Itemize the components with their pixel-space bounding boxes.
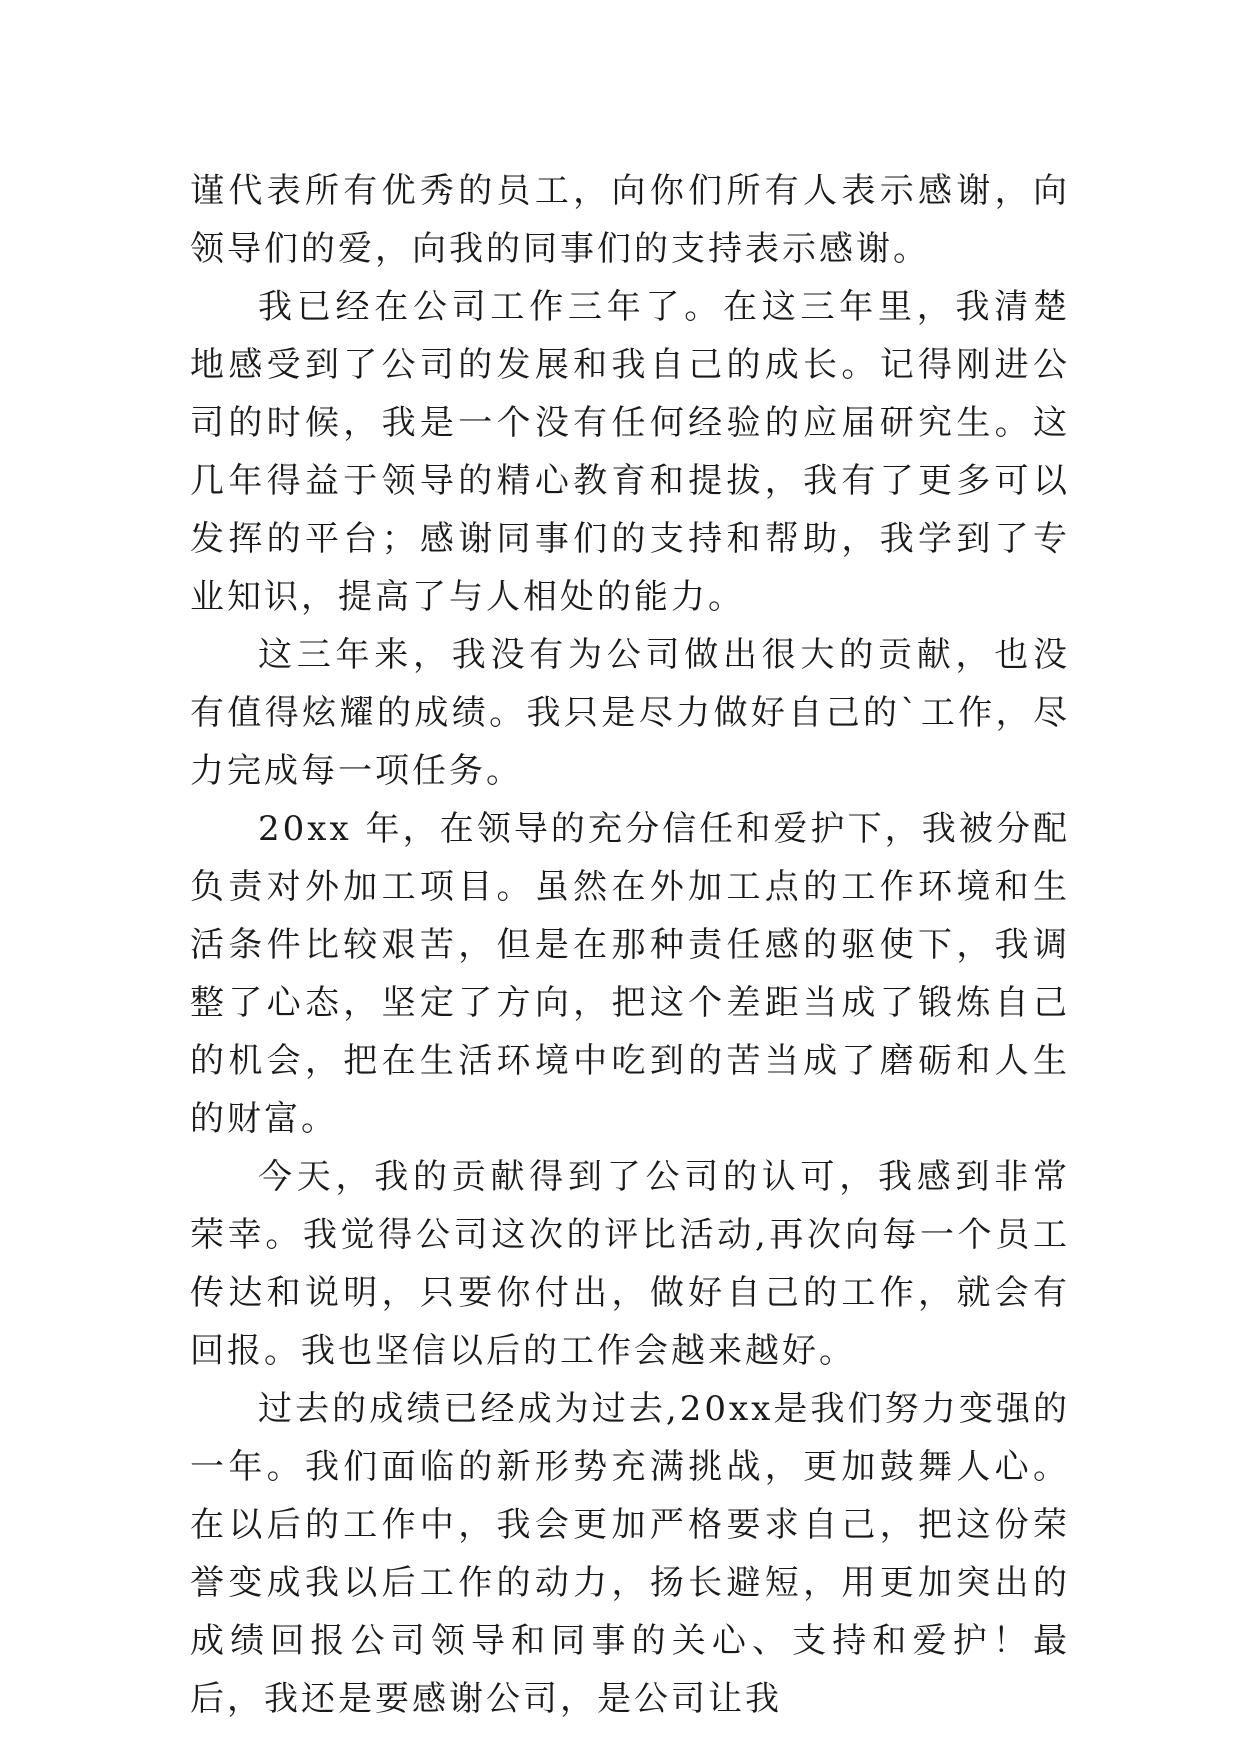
paragraph-6: 过去的成绩已经成为过去,20xx是我们努力变强的一年。我们面临的新形势充满挑战，更加鼓舞人心。在以后的工作中，我会更加严格要求自己，把这份荣誉变成我以后工作的动力，扬长避短，用更加突出的成绩回报公司领导和同事的关心、支持和爱护！最后，我还是要感谢公司，是公司让我 <box>190 1389 1070 1719</box>
paragraph-3: 这三年来，我没有为公司做出很大的贡献，也没有值得炫耀的成绩。我只是尽力做好自己的`工作，尽力完成每一项任务。 <box>190 635 1070 791</box>
paragraph-2: 我已经在公司工作三年了。在这三年里，我清楚地感受到了公司的发展和我自己的成长。记得刚进公司的时候，我是一个没有任何经验的应届研究生。这几年得益于领导的精心教育和提拔，我有了更多可以发挥的平台；感谢同事们的支持和帮助，我学到了专业知识，提高了与人相处的能力。 <box>190 287 1070 617</box>
document-body <box>190 162 1070 1728</box>
paragraph-5: 今天，我的贡献得到了公司的认可，我感到非常荣幸。我觉得公司这次的评比活动,再次向每一个员工传达和说明，只要你付出，做好自己的工作，就会有回报。我也坚信以后的工作会越来越好。 <box>190 1157 1070 1371</box>
paragraph-1: 谨代表所有优秀的员工，向你们所有人表示感谢，向领导们的爱，向我的同事们的支持表示感谢。 <box>190 171 1070 269</box>
paragraph-4: 20xx 年，在领导的充分信任和爱护下，我被分配负责对外加工项目。虽然在外加工点的工作环境和生活条件比较艰苦，但是在那种责任感的驱使下，我调整了心态，坚定了方向，把这个差距当成了锻炼自己的机会，把在生活环境中吃到的苦当成了磨砺和人生的财富。 <box>190 809 1070 1139</box>
